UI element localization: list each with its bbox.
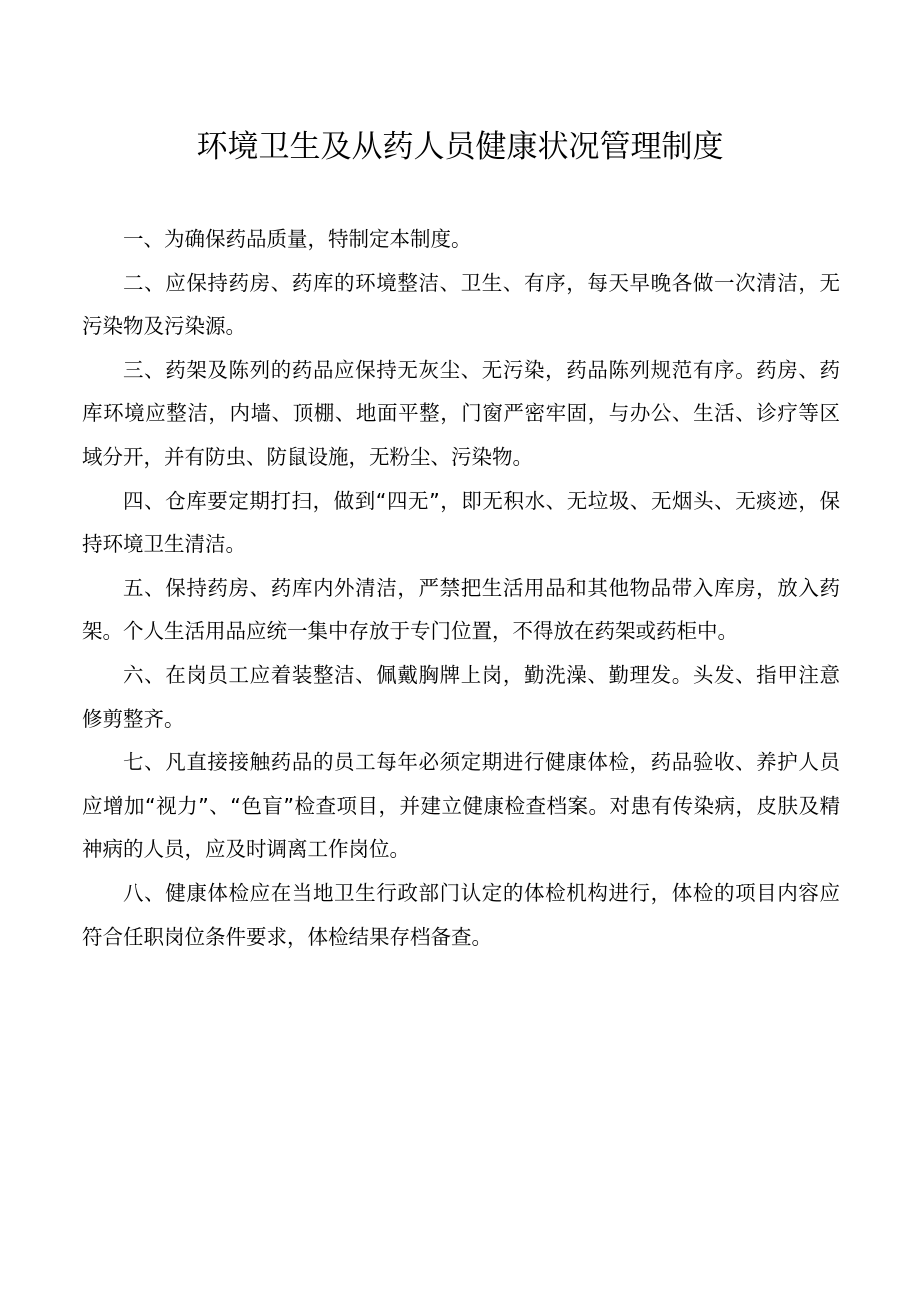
document-body <box>82 218 840 959</box>
document-title: 环境卫生及从药人员健康状况管理制度 <box>196 129 724 165</box>
paragraph-2: 二、应保持药房、药库的环境整洁、卫生、有序，每天早晚各做一次清洁，无污染物及污染源。 <box>82 270 840 339</box>
paragraph-4: 四、仓库要定期打扫，做到“四无”，即无积水、无垃圾、无烟头、无痰迹，保持环境卫生清洁。 <box>82 488 840 557</box>
paragraph-5: 五、保持药房、药库内外清洁，严禁把生活用品和其他物品带入库房，放入药架。个人生活用品应统一集中存放于专门位置，不得放在药架或药柜中。 <box>82 575 840 644</box>
paragraph-3: 三、药架及陈列的药品应保持无灰尘、无污染，药品陈列规范有序。药房、药库环境应整洁，内墙、顶棚、地面平整，门窗严密牢固，与办公、生活、诊疗等区域分开，并有防虫、防鼠设施，无粉尘、污染物。 <box>82 357 840 469</box>
paragraph-8: 八、健康体检应在当地卫生行政部门认定的体检机构进行，体检的项目内容应符合任职岗位条件要求，体检结果存档备查。 <box>82 880 840 949</box>
paragraph-7: 七、凡直接接触药品的员工每年必须定期进行健康体检，药品验收、养护人员应增加“视力”、“色盲”检查项目，并建立健康检查档案。对患有传染病，皮肤及精神病的人员，应及时调离工作岗位。 <box>82 750 840 862</box>
paragraph-6: 六、在岗员工应着装整洁、佩戴胸牌上岗，勤洗澡、勤理发。头发、指甲注意修剪整齐。 <box>82 662 840 731</box>
paragraph-1: 一、为确保药品质量，特制定本制度。 <box>123 227 472 251</box>
